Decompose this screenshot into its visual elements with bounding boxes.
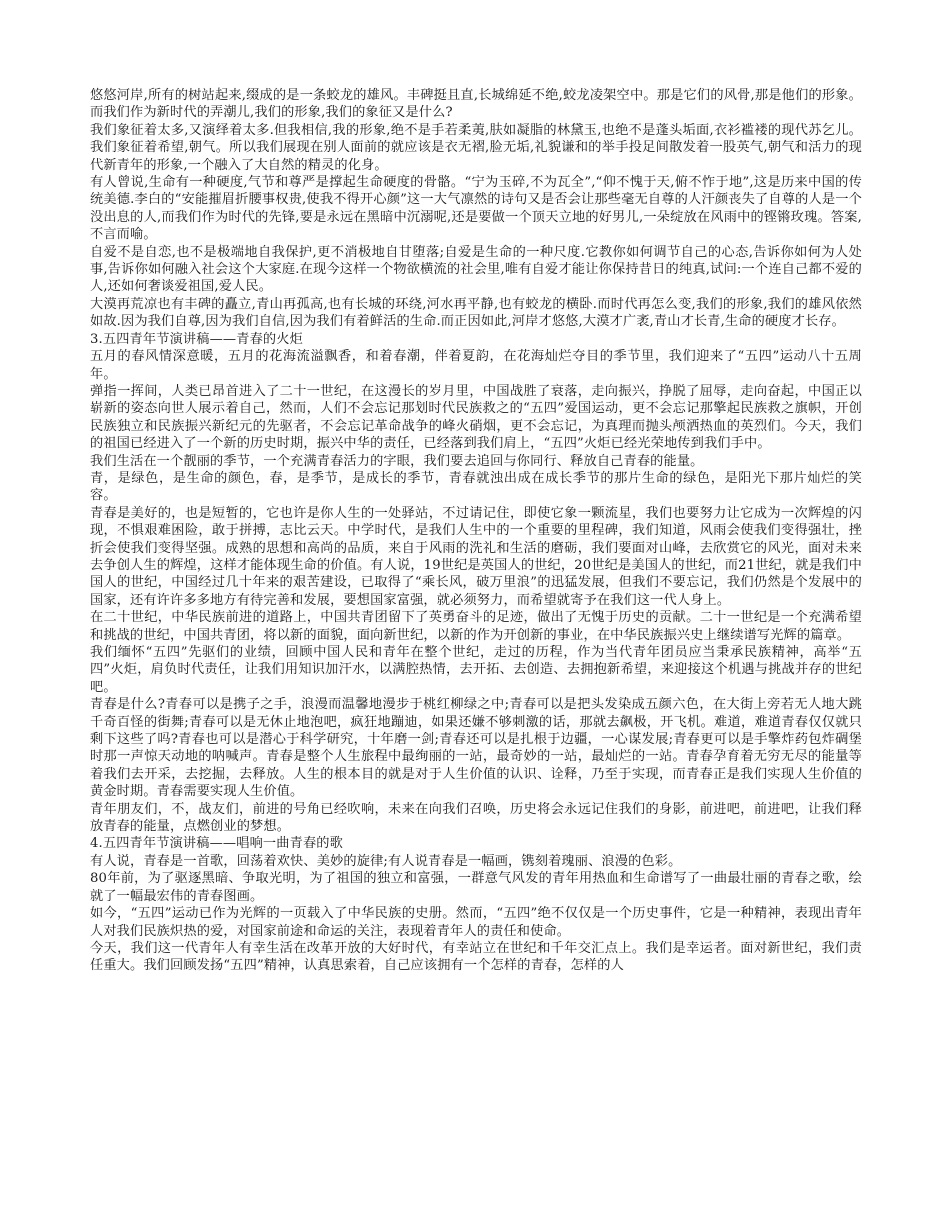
paragraph: 青春是美好的，也是短暂的，它也许是你人生的一处驿站，不过请记住，即使它象一颗流星，我们也要努力让它成为一次辉煌的闪现，不惧艰难困险，敢于拼搏，志比云天。中学时代，是我们人生中的一个重要的里程碑，我们知道，风雨会使我们变得强壮，挫折会使我们变得坚强。成熟的思想和高尚的品质，来自于风雨的洗礼和生活的磨砺，我们要面对山峰，去欣赏它的风光，面对未来去争创人生的辉煌，这样才能体现生命的价值。有人说，19世纪是英国人的世纪，20世纪是美国人的世纪，而21世纪，就是我们中国人的世纪，中国经过几十年来的艰苦建设，已取得了“乘长风，破万里浪”的迅猛发展，但我们不要忘记，我们仍然是个发展中的国家，还有许许多多地方有待完善和发展，要想国家富强，就必须努力，而希望就寄予在我们这一代人身上。 (90, 505, 862, 608)
paragraph: 今天，我们这一代青年人有幸生活在改革开放的大好时代，有幸站立在世纪和千年交汇点上。我们是幸运者。面对新世纪，我们责任重大。我们回顾发扬“五四”精神，认真思索着，自己应该拥有一个怎样的青春，怎样的人 (90, 940, 862, 974)
paragraph: 大漠再荒凉也有丰碑的矗立,青山再孤高,也有长城的环绕,河水再平静,也有蛟龙的横卧.而时代再怎么变,我们的形象,我们的雄风依然如故.因为我们自尊,因为我们自信,因为我们有着鲜活的生命.而正因如此,河岸才悠悠,大漠才广袤,青山才长青,生命的硬度才长存。 (90, 296, 862, 330)
paragraph: 80年前，为了驱逐黑暗、争取光明，为了祖国的独立和富强，一群意气风发的青年用热血和生命谱写了一曲最壮丽的青春之歌，绘就了一幅最宏伟的青春图画。 (90, 871, 862, 904)
paragraph: 如今，“五四”运动已作为光辉的一页载入了中华民族的史册。然而，“五四”绝不仅仅是一个历史事件，它是一种精神，表现出青年人对我们民族炽热的爱，对国家前途和命运的关注，表现着青年人的责任和使命。 (90, 906, 862, 939)
paragraph: 我们生活在一个靓丽的季节，一个充满青春活力的字眼，我们要去追回与你同行、释放自己青春的能量。 (90, 453, 704, 469)
paragraph: 弹指一挥间，人类已昂首进入了二十一世纪，在这漫长的岁月里，中国战胜了衰落，走向振兴，挣脱了屈辱，走向奋起，中国正以崭新的姿态向世人展示着自己，然而，人们不会忘记那划时代民族救之的“五四”爱国运动，更不会忘记那擎起民族救之旗帜，开创民族独立和民族振兴新纪元的先驱者，不会忘记革命战争的峰火硝烟，更不会忘记，为真理而抛头颅洒热血的英烈们。今天，我们的祖国已经进入了一个新的历史时期，振兴中华的责任，已经落到我们肩上，“五四”火炬已经光荣地传到我们手中。 (90, 383, 862, 452)
paragraph: 青年朋友们，不，战友们，前进的号角已经吹响，未来在向我们召唤，历史将会永远记住我们的身影，前进吧，前进吧，让我们释放青春的能量，点燃创业的梦想。 (90, 801, 862, 835)
paragraph: 五月的春风情深意暖，五月的花海流溢飘香，和着春潮，伴着夏韵，在花海灿烂夺目的季节里，我们迎来了“五四”运动八十五周年。 (90, 349, 862, 382)
document-page (90, 87, 862, 975)
paragraph: 有人曾说,生命有一种硬度,气节和尊严是撑起生命硬度的骨骼。“宁为玉碎,不为瓦全”,“仰不愧于天,俯不怍于地”,这是历来中国的传统美德.李白的“安能摧眉折腰事权贵,使我不得开心颜”这一大气凛然的诗句又是否会让那些毫无自尊的人汗颜丧失了自尊的人是一个没出息的人,而我们作为时代的先锋,要是永远在黑暗中沉溺呢,还是要做一个顶天立地的好男儿,一朵绽放在风雨中的铿锵玫瑰。答案,不言而喻。 (90, 175, 862, 243)
paragraph: 悠悠河岸,所有的树站起来,缀成的是一条蛟龙的雄风。丰碑挺且直,长城绵延不绝,蛟龙凌架空中。那是它们的风骨,那是他们的形象。而我们作为新时代的弄潮儿,我们的形象,我们的象征又是什么? (90, 88, 862, 121)
section-heading: 4.五四青年节演讲稿——唱响一曲青春的歌 (90, 836, 343, 852)
section-heading: 3.五四青年节演讲稿——青春的火炬 (90, 331, 303, 347)
paragraph: 我们缅怀“五四”先驱们的业绩，回顾中国人民和青年在整个世纪，走过的历程，作为当代青年团员应当秉承民族精神，高举“五四”火炬，肩负时代责任，让我们用知识加汗水，以满腔热情，去开拓、去创造、去拥抱新希望，来迎接这个机遇与挑战并存的世纪吧。 (90, 645, 862, 695)
paragraph: 有人说，青春是一首歌，回荡着欢快、美妙的旋律;有人说青春是一幅画，镌刻着瑰丽、浪漫的色彩。 (90, 853, 682, 869)
paragraph: 自爱不是自恋,也不是极端地自我保护,更不消极地自甘堕落;自爱是生命的一种尺度.它教你如何调节自己的心态,告诉你如何为人处事,告诉你如何融入社会这个大家庭.在现今这样一个物欲横流的社会里,唯有自爱才能让你保持昔日的纯真,试问:一个连自己都不爱的人,还如何奢谈爱祖国,爱人民。 (90, 244, 862, 295)
paragraph: 在二十世纪，中华民族前进的道路上，中国共青团留下了英勇奋斗的足迹，做出了无愧于历史的贡献。二十一世纪是一个充满希望和挑战的世纪，中国共青团，将以新的面貌，面向新世纪，以新的作为开创新的事业，在中华民族振兴史上继续谱写光辉的篇章。 (90, 610, 862, 643)
paragraph: 青春是什么?青春可以是携子之手，浪漫而温馨地漫步于桃红柳绿之中;青春可以是把头发染成五颜六色，在大街上旁若无人地大跳千奇百怪的街舞;青春可以是无休止地泡吧，疯狂地蹦迪，如果还嫌不够刺激的话，那就去飙极，开飞机。难道，难道青春仅仅就只剩下这些了吗?青春也可以是潜心于科学研究，十年磨一剑;青春还可以是扎根于边疆，一心谋发展;青春更可以是手擎炸药包炸碉堡时那一声惊天动地的呐喊声。青春是整个人生旅程中最绚丽的一站，最奇妙的一站，最灿烂的一站。青春孕育着无穷无尽的能量等着我们去开采，去挖掘，去释放。人生的根本目的就是对于人生价值的认识、诠释，乃至于实现，而青春正是我们实现人生价值的黄金时期。青春需要实现人生价值。 (90, 697, 862, 800)
paragraph: 青，是绿色，是生命的颜色，春，是季节，是成长的季节，青春就浊出成在成长季节的那片生命的绿色，是阳光下那片灿烂的笑容。 (90, 470, 862, 504)
paragraph: 我们象征着太多,又演绎着太多.但我相信,我的形象,绝不是手若柔荑,肤如凝脂的林黛玉,也绝不是蓬头垢面,衣衫褴褛的现代苏乞儿。我们象征着希望,朝气。所以我们展现在别人面前的就应该是衣无褶,脸无垢,礼貌谦和的举手投足间散发着一股英气,朝气和活力的现代新青年的形象,一个融入了大自然的精灵的化身。 (90, 122, 862, 173)
